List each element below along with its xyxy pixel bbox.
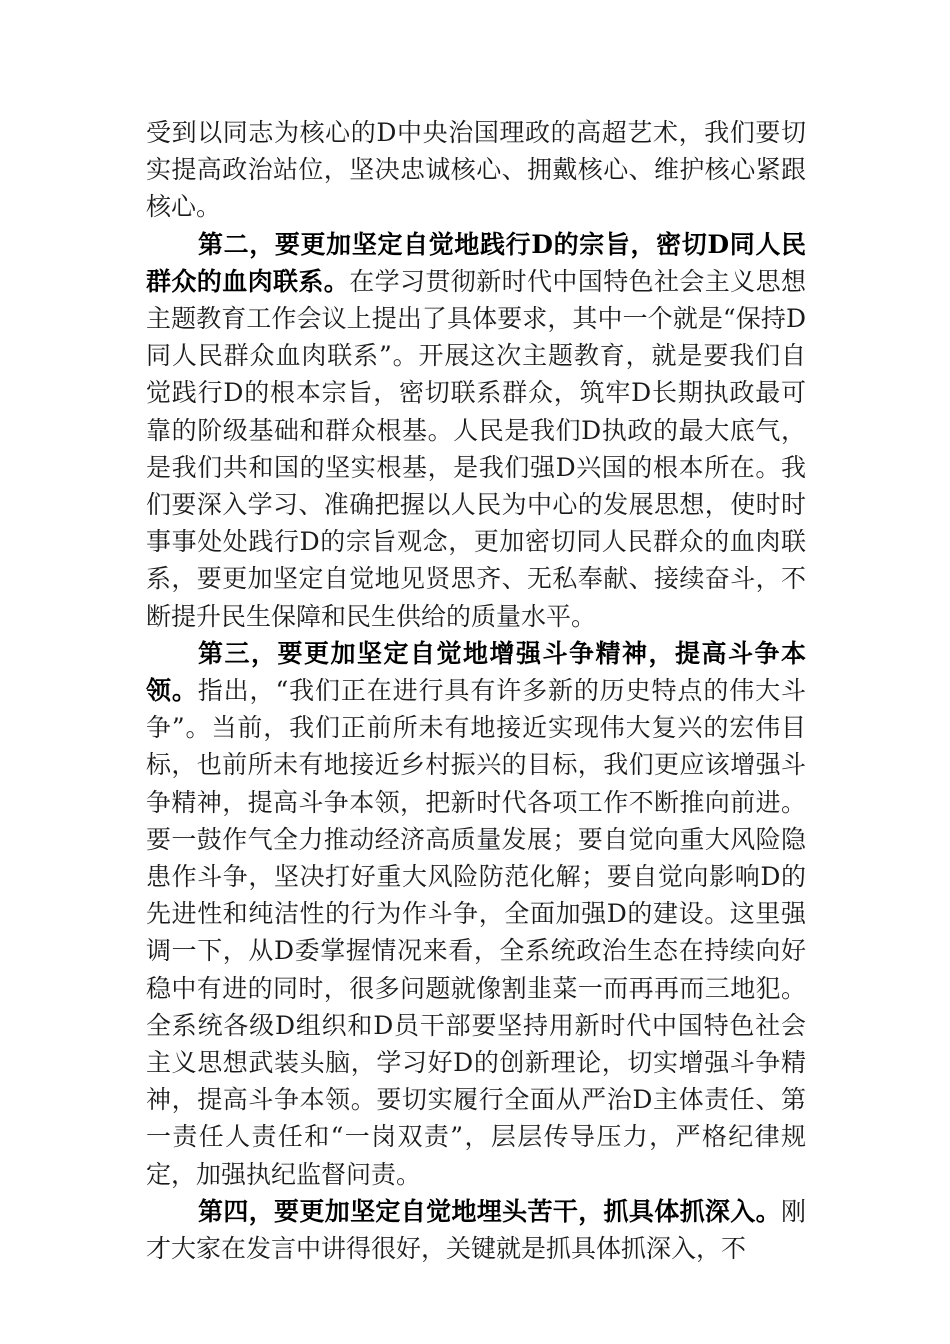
paragraph-second-point <box>146 226 806 635</box>
document-body <box>146 114 806 1267</box>
paragraph-intro <box>146 114 806 226</box>
paragraph-fourth-point <box>146 1193 806 1267</box>
paragraph-text: 刚才大家在发言中讲得很好，关键就是抓具体抓深入，不 <box>146 1196 806 1264</box>
paragraph-text: 受到以同志为核心的D中央治国理政的高超艺术，我们要切实提高政治站位，坚决忠诚核心、拥戴核心、维护核心紧跟核心。 <box>146 118 806 222</box>
paragraph-text: 在学习贯彻新时代中国特色社会主义思想主题教育工作会议上提出了具体要求，其中一个就是“保持D同人民群众血肉联系”。开展这次主题教育，就是要我们自觉践行D的根本宗旨，密切联系群众，筑牢D长期执政最可靠的阶级基础和群众根基。人民是我们D执政的最大底气，是我们共和国的坚实根基，是我们强D兴国的根本所在。我们要深入学习、准确把握以人民为中心的发展思想，使时时事事处处践行D的宗旨观念，更加密切同人民群众的血肉联系，要更加坚定自觉地见贤思齐、无私奉献、接续奋斗，不断提升民生保障和民生供给的质量水平。 <box>146 266 806 631</box>
paragraph-heading: 第四，要更加坚定自觉地埋头苦干，抓具体抓深入。 <box>198 1196 781 1226</box>
paragraph-heading: 第二，要更加坚定自觉地践行D的宗旨，密切D同人民群众的血肉联系。 <box>146 229 806 296</box>
paragraph-heading: 第三，要更加坚定自觉地增强斗争精神，提高斗争本领。 <box>146 638 806 706</box>
paragraph-text: 指出，“我们正在进行具有许多新的历史特点的伟大斗争”。当前，我们正前所未有地接近实现伟大复兴的宏伟目标，也前所未有地接近乡村振兴的目标，我们更应该增强斗争精神，提高斗争本领，把新时代各项工作不断推向前进。要一鼓作气全力推动经济高质量发展；要自觉向重大风险隐患作斗争，坚决打好重大风险防范化解；要自觉向影响D的先进性和纯洁性的行为作斗争，全面加强D的建设。这里强调一下，从D委掌握情况来看，全系统政治生态在持续向好稳中有进的同时，很多问题就像割韭菜一而再再而三地犯。全系统各级D组织和D员干部要坚持用新时代中国特色社会主义思想武装头脑，学习好D的创新理论，切实增强斗争精神，提高斗争本领。要切实履行全面从严治D主体责任、第一责任人责任和“一岗双责”，层层传导压力，严格纪律规定，加强执纪监督问责。 <box>146 676 806 1189</box>
paragraph-third-point <box>146 635 806 1193</box>
